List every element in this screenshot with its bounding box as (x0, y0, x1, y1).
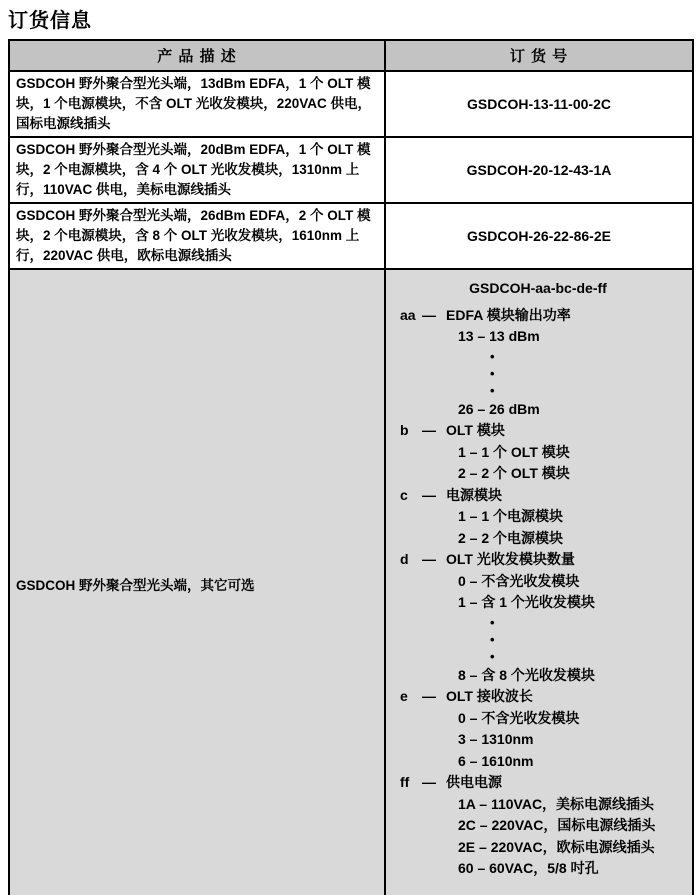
legend-key-line (388, 772, 688, 794)
legend-option: 1A – 110VAC，美标电源线插头 (458, 795, 655, 812)
legend-key: b (400, 422, 409, 438)
legend-option: 2C – 220VAC，国标电源线插头 (458, 817, 656, 833)
legend-dash: — (422, 551, 436, 567)
ellipsis-dot: • (490, 348, 495, 364)
legend-option: 60 – 60VAC，5/8 吋孔 (458, 860, 599, 876)
legend-dash: — (422, 688, 436, 704)
legend-option: 1 – 1 个 OLT 模块 (458, 443, 570, 460)
ellipsis-dot: • (490, 631, 495, 647)
legend-option: 8 – 含 8 个光收发模块 (458, 666, 595, 683)
product-description-cell: GSDCOH 野外聚合型光头端，13dBm EDFA，1 个 OLT 模块，1 个电源模块，不含 OLT 光收发模块，220VAC 供电，国标电源线插头 (9, 71, 385, 137)
product-rows-body (9, 71, 693, 269)
legend-option: 26 – 26 dBm (458, 400, 540, 417)
product-row (9, 137, 693, 203)
legend-key: e (400, 688, 408, 704)
legend-option: 3 – 1310nm (458, 731, 534, 747)
legend-option: 13 – 13 dBm (458, 328, 540, 344)
legend-label: 电源模块 (446, 486, 502, 503)
page-title: 订货信息 (8, 10, 92, 32)
legend-key-line (388, 305, 688, 327)
product-row (9, 71, 693, 137)
legend-option: 0 – 不含光收发模块 (458, 709, 580, 726)
legend-option: 2E – 220VAC，欧标电源线插头 (458, 838, 655, 855)
legend-option: 0 – 不含光收发模块 (458, 572, 580, 589)
ordering-info-table (8, 39, 694, 895)
legend-dash: — (422, 774, 436, 790)
legend-label: 供电电源 (446, 774, 502, 790)
legend-option: 1 – 含 1 个光收发模块 (458, 594, 595, 610)
legend-key-line (388, 686, 688, 708)
order-number-cell: GSDCOH-20-12-43-1A (385, 137, 693, 203)
legend-option: 6 – 1610nm (458, 752, 534, 769)
ellipsis-dot: • (490, 648, 495, 664)
col-header-product-description: 产 品 描 述 (9, 40, 385, 71)
legend-option: 2 – 2 个 OLT 模块 (458, 465, 570, 481)
legend-key: aa (400, 306, 416, 323)
custom-product-description-cell: GSDCOH 野外聚合型光头端，其它可选 (9, 269, 385, 895)
custom-row-body (9, 269, 693, 895)
legend-dash: — (422, 486, 436, 503)
ellipsis-dot: • (490, 365, 495, 381)
ellipsis-dot: • (490, 382, 495, 398)
legend-label: OLT 模块 (446, 422, 505, 438)
order-number-cell: GSDCOH-26-22-86-2E (385, 203, 693, 269)
product-row (9, 203, 693, 269)
legend-key-line (388, 420, 688, 442)
order-code-legend (388, 305, 688, 880)
order-code-pattern: GSDCOH-aa-bc-de-ff (469, 280, 607, 296)
legend-key: ff (400, 774, 410, 790)
legend-option: 2 – 2 个电源模块 (458, 529, 564, 546)
legend-option: 1 – 1 个电源模块 (458, 508, 564, 524)
ellipsis-dot: • (490, 614, 495, 630)
order-code-legend-cell (385, 269, 693, 895)
legend-label: OLT 光收发模块数量 (446, 551, 575, 567)
col-header-order-number: 订 货 号 (385, 40, 693, 71)
legend-dash: — (422, 306, 436, 323)
table-header-row (9, 40, 693, 71)
custom-order-row (9, 269, 693, 895)
product-description-cell: GSDCOH 野外聚合型光头端，26dBm EDFA，2 个 OLT 模块，2 个电源模块，含 8 个 OLT 光收发模块，1610nm 上行，220VAC 供电，欧标电源线插头 (9, 203, 385, 269)
legend-key-line (388, 549, 688, 571)
legend-dash: — (422, 422, 436, 438)
product-description-cell: GSDCOH 野外聚合型光头端，20dBm EDFA，1 个 OLT 模块，2 个电源模块，含 4 个 OLT 光收发模块，1310nm 上行，110VAC 供电，美标电源线插头 (9, 137, 385, 203)
legend-key-line (388, 485, 688, 507)
order-number-cell: GSDCOH-13-11-00-2C (385, 71, 693, 137)
legend-label: EDFA 模块输出功率 (446, 306, 571, 323)
legend-label: OLT 接收波长 (446, 688, 533, 704)
legend-key: d (400, 551, 409, 567)
legend-key: c (400, 486, 408, 503)
